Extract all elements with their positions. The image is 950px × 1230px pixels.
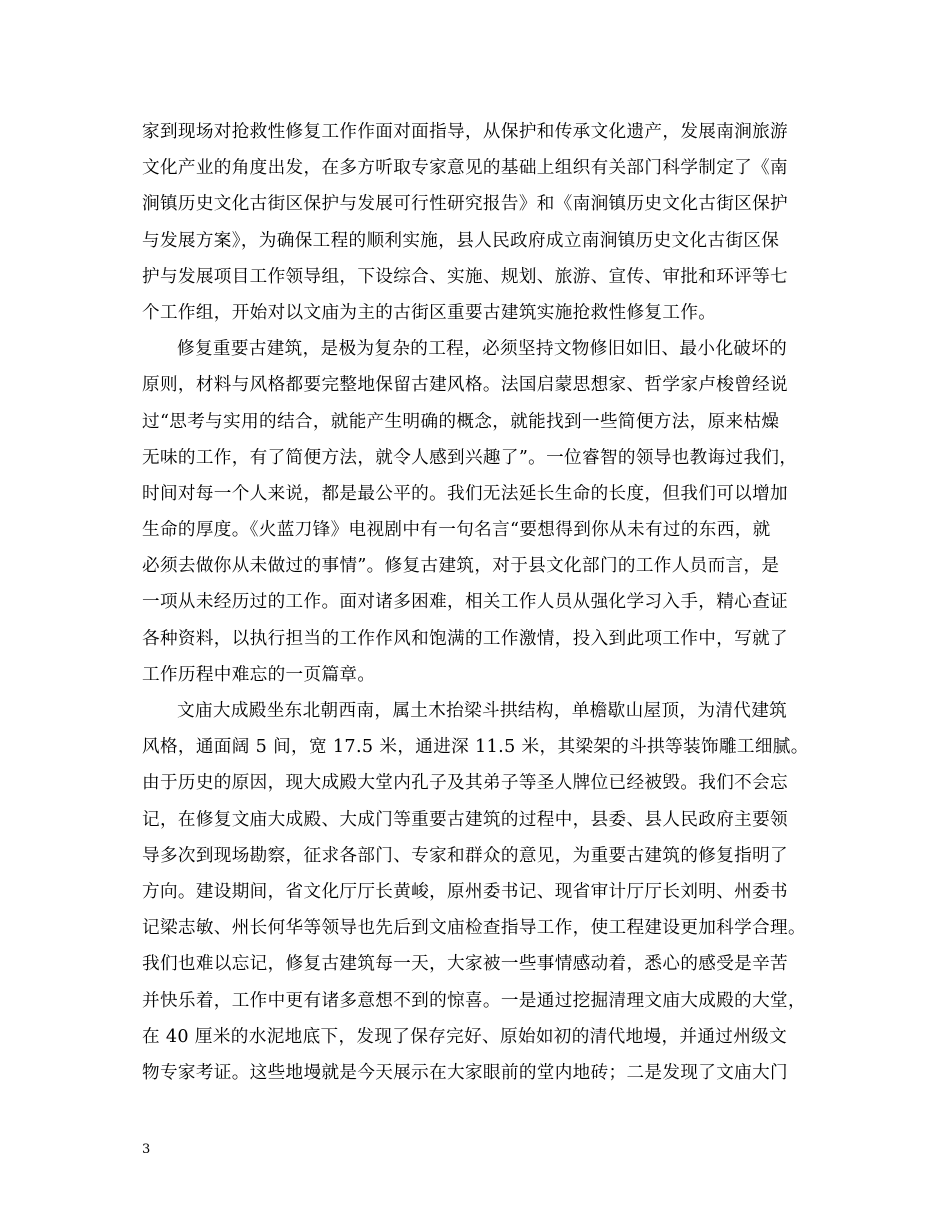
text-line: 文庙大成殿坐东北朝西南，属土木抬梁斗拱结构，单檐歇山屋顶，为清代建筑: [177, 701, 788, 721]
text-line: 护与发展项目工作领导组，下设综合、实施、规划、旅游、宣传、审批和环评等七: [142, 266, 788, 287]
text-line: 文化产业的角度出发，在多方听取专家意见的基础上组织有关部门科学制定了《南: [142, 158, 788, 179]
text-line: 原则，材料与风格都要完整地保留古建风格。法国启蒙思想家、哲学家卢梭曾经说: [142, 375, 788, 396]
text-line: 家到现场对抢救性修复工作作面对面指导，从保护和传承文化遗产，发展南涧旅游: [142, 122, 788, 142]
text-line: 必须去做你从未做过的事情”。修复古建筑，对于县文化部门的工作人员而言，是: [142, 556, 780, 577]
text-line: 物专家考证。这些地墁就是今天展示在大家眼前的堂内地砖；二是发现了文庙大门: [142, 1062, 788, 1083]
text-line: 生命的厚度。《火蓝刀锋》电视剧中有一句名言“要想得到你从未有过的东西，就: [142, 520, 771, 541]
text-line: 修复重要古建筑，是极为复杂的工程，必须坚持文物修旧如旧、最小化破坏的: [177, 339, 788, 360]
text-line: 个工作组，开始对以文庙为主的古街区重要古建筑实施抢救性修复工作。: [142, 302, 717, 323]
text-line: 风格，通面阔 5 间，宽 17.5 米，通进深 11.5 米，其梁架的斗拱等装饰雕工细腻。: [142, 737, 809, 758]
text-line: 一项从未经历过的工作。面对诸多困难，相关工作人员从强化学习入手，精心查证: [142, 592, 788, 613]
text-line: 记，在修复文庙大成殿、大成门等重要古建筑的过程中，县委、县人民政府主要领: [142, 809, 788, 830]
text-line: 方向。建设期间，省文化厅厅长黄峻，原州委书记、现省审计厅厅长刘明、州委书: [142, 881, 788, 902]
text-line: 过“思考与实用的结合，就能产生明确的概念，就能找到一些简便方法，原来枯燥: [142, 411, 780, 432]
text-line: 工作历程中难忘的一页篇章。: [142, 664, 376, 685]
paragraph: [142, 114, 832, 331]
text-line: 无味的工作，有了简便方法，就令人感到兴趣了”。一位睿智的领导也教诲过我们，: [142, 447, 798, 468]
text-line: 导多次到现场勘察，征求各部门、专家和群众的意见，为重要古建筑的修复指明了: [142, 845, 788, 866]
text-line: 记梁志敏、州长何华等领导也先后到文庙检查指导工作，使工程建设更加科学合理。: [142, 918, 806, 939]
text-line: 在 40 厘米的水泥地底下，发现了保存完好、原始如初的清代地墁，并通过州级文: [142, 1026, 788, 1047]
paragraph: [142, 331, 832, 693]
paragraph: [142, 693, 832, 1091]
text-line: 各种资料，以执行担当的工作作风和饱满的工作激情，投入到此项工作中，写就了: [142, 628, 788, 649]
text-line: 时间对每一个人来说，都是最公平的。我们无法延长生命的长度，但我们可以增加: [142, 483, 788, 504]
text-line: 由于历史的原因，现大成殿大堂内孔子及其弟子等圣人牌位已经被毁。我们不会忘: [142, 773, 788, 794]
text-line: 与发展方案》，为确保工程的顺利实施，县人民政府成立南涧镇历史文化古街区保: [142, 230, 780, 251]
document-body: [142, 114, 832, 1091]
page-number: 3: [142, 1142, 151, 1157]
text-line: 我们也难以忘记，修复古建筑每一天，大家被一些事情感动着，悉心的感受是辛苦: [142, 954, 788, 975]
text-line: 并快乐着，工作中更有诸多意想不到的惊喜。一是通过挖掘清理文庙大成殿的大堂，: [142, 990, 806, 1011]
text-line: 涧镇历史文化古街区保护与发展可行性研究报告》和《南涧镇历史文化古街区保护: [142, 194, 788, 215]
